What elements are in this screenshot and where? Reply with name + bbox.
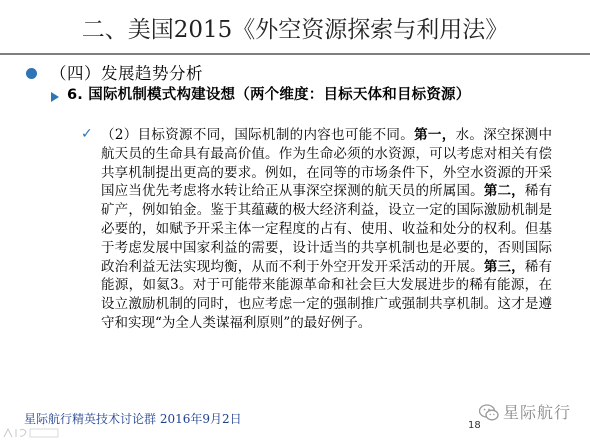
paragraph-run: 稀有矿产，例如铂金。鉴于其蕴藏的极大经济利益，设立一定的国际激励机制是必要的，如赋予开采主体一定程度的占有、使用、收益和处分的权利。但基于考虑发展中国家利益的需要，设计适当的共享机制也是必要的，否则国际政治利益无法实现均衡，从而不利于外空开发开采活动的开展。 (101, 183, 552, 275)
paragraph-run: 水。深空探测中航天员的生命具有最高价值。作为生命必须的水资源，可以考虑对相关有偿共享机制提出更高的要求。例如，在同等的市场条件下，外空水资源的开采国应当优先考虑将水转让给正从事深空探测的航天员的所属国。 (101, 127, 553, 200)
checkmark-icon: ✓ (81, 126, 93, 142)
title-divider (0, 53, 590, 55)
arrow-bullet-icon (51, 92, 59, 102)
slide-title: 二、美国2015《外空资源探索与利用法》 (81, 17, 509, 43)
paragraph-emphasis: 第二， (483, 183, 525, 200)
page-number: 18 (468, 420, 481, 431)
paragraph-run: （2）目标资源不同，国际机制的内容也可能不同。 (101, 127, 415, 143)
wechat-icon (479, 404, 499, 421)
level1-text: （四）发展趋势分析 (50, 64, 203, 83)
watermark-brand-name: 星际航行 (503, 403, 572, 422)
corner-watermark-logo (2, 426, 62, 440)
bullet-dot-icon (26, 68, 37, 79)
paragraph-emphasis: 第一， (414, 127, 456, 143)
level3-paragraph (101, 126, 552, 333)
level1-item (26, 62, 566, 86)
level2-text: 6. 国际机制模式构建设想（两个维度：目标天体和目标资源） (67, 87, 471, 103)
paragraph-emphasis: 第三， (483, 258, 525, 275)
paragraph-run: 稀有能源，如氦3。对于可能带来能源革命和社会巨大发展进步的稀有能源，在设立激励机制的同时，也应考虑一定的强制推广或强制共享机制。这才是遵守和实现“为全人类谋福利原则”的最好例子。 (101, 258, 552, 331)
footer-text: 星际航行精英技术讨论群 2016年9月2日 (24, 412, 242, 426)
watermark-brand (479, 402, 579, 424)
